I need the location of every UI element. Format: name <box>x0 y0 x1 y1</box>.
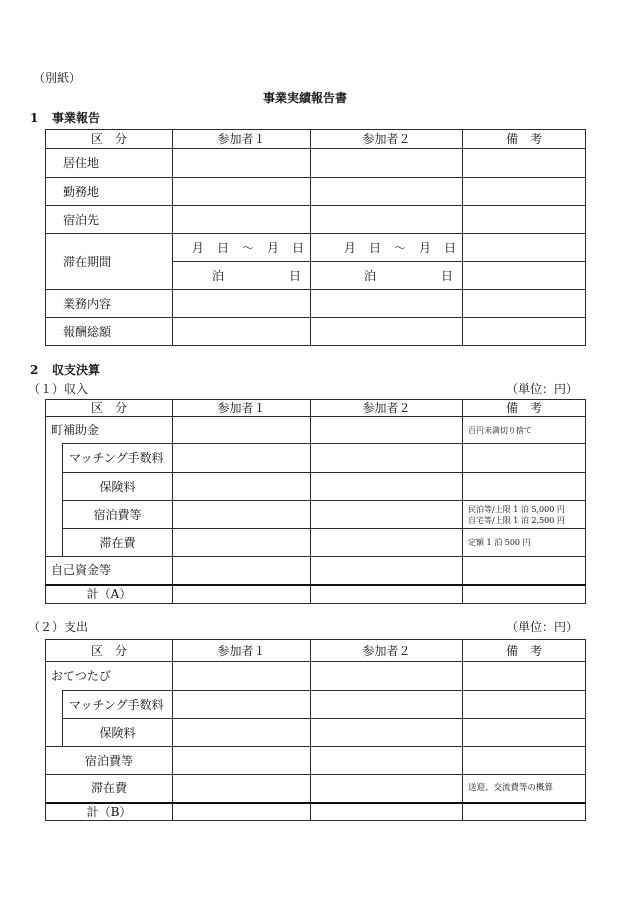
range-mark: ～ <box>241 240 254 255</box>
expense-p1-lodging-costs-cell <box>173 747 311 775</box>
expense-p2-stay-costs-cell <box>311 775 463 803</box>
income-label-matching-fee: マッチング手数料 <box>63 444 173 473</box>
expense-table <box>45 639 586 821</box>
period-date-range <box>173 241 310 255</box>
duration-fields <box>311 269 462 283</box>
report-p2-lodging-place-cell <box>311 206 463 234</box>
report-p1-work-content-cell <box>173 290 311 318</box>
report-label-workplace: 勤務地 <box>46 178 173 206</box>
section1-heading: 事業報告 <box>52 111 101 125</box>
expense-row-matching-fee <box>46 691 586 719</box>
income-p1-town-subsidy-cell <box>173 417 311 444</box>
income-p2-total-cell <box>311 585 463 604</box>
nights-label: 泊 <box>211 268 224 283</box>
report-p2-work-content-cell <box>311 290 463 318</box>
income-label-stay-costs: 滞在費 <box>63 529 173 557</box>
duration-fields <box>173 269 310 283</box>
income-header-participant2: 参加者２ <box>311 400 463 417</box>
expense-label-otetsutabi: おてつたび <box>46 662 173 691</box>
month-to-label: 月 <box>418 240 431 255</box>
report-remarks-period-cell <box>463 234 586 262</box>
range-mark: ～ <box>393 240 406 255</box>
income-p1-total-cell <box>173 585 311 604</box>
income-label-town-subsidy: 町補助金 <box>46 417 173 444</box>
expense-label-lodging-costs: 宿泊費等 <box>46 747 173 775</box>
section1-number: 1 <box>30 111 39 125</box>
report-p1-remuneration-cell <box>173 318 311 346</box>
report-row-total-remuneration <box>46 318 586 346</box>
expense-label-total: 計（B） <box>46 803 173 821</box>
report-row-workplace <box>46 178 586 206</box>
expense-remarks-insurance-cell <box>463 719 586 747</box>
report-table <box>45 129 586 346</box>
expense-header-category: 区 分 <box>46 640 173 662</box>
income-label-lodging-costs: 宿泊費等 <box>63 501 173 529</box>
report-label-lodging-place: 宿泊先 <box>46 206 173 234</box>
report-header-remarks: 備 考 <box>463 130 586 149</box>
income-indent-spacer <box>46 444 63 557</box>
income-p1-stay-costs-cell <box>173 529 311 557</box>
report-p2-duration-cell <box>311 262 463 290</box>
report-remarks-workplace-cell <box>463 178 586 206</box>
report-header-participant1: 参加者１ <box>173 130 311 149</box>
income-remarks-total-cell <box>463 585 586 604</box>
days-label: 日 <box>440 268 453 283</box>
income-p2-stay-costs-cell <box>311 529 463 557</box>
income-label-total: 計（A） <box>46 585 173 604</box>
expense-p1-matching-fee-cell <box>173 691 311 719</box>
report-label-residence: 居住地 <box>46 149 173 178</box>
income-row-total <box>46 585 586 604</box>
income-header-row <box>46 400 586 417</box>
expense-unit-label: （単位：円） <box>505 620 578 634</box>
day-from-label: 日 <box>216 240 229 255</box>
day-from-label: 日 <box>368 240 381 255</box>
income-note-lodging-line2: 自宅等/上限 1 泊 2,500 円 <box>468 515 565 525</box>
income-header-participant1: 参加者１ <box>173 400 311 417</box>
income-p1-insurance-cell <box>173 473 311 501</box>
income-p2-insurance-cell <box>311 473 463 501</box>
report-p2-remuneration-cell <box>311 318 463 346</box>
day-to-label: 日 <box>443 240 456 255</box>
income-p2-town-subsidy-cell <box>311 417 463 444</box>
expense-remarks-lodging-costs-cell <box>463 747 586 775</box>
income-p1-lodging-costs-cell <box>173 501 311 529</box>
expense-remarks-otetsutabi-cell <box>463 662 586 691</box>
expense-p2-otetsutabi-cell <box>311 662 463 691</box>
expense-p1-stay-costs-cell <box>173 775 311 803</box>
report-p1-workplace-cell <box>173 178 311 206</box>
income-row-own-funds <box>46 557 586 585</box>
report-remarks-remuneration-cell <box>463 318 586 346</box>
expense-label-matching-fee: マッチング手数料 <box>63 691 173 719</box>
expense-remarks-matching-fee-cell <box>463 691 586 719</box>
expense-header-remarks: 備 考 <box>463 640 586 662</box>
income-p2-lodging-costs-cell <box>311 501 463 529</box>
report-row-lodging-place <box>46 206 586 234</box>
income-label-own-funds: 自己資金等 <box>46 557 173 585</box>
document-title: 事業実績報告書 <box>262 91 347 105</box>
expense-header-participant2: 参加者２ <box>311 640 463 662</box>
report-label-work-content: 業務内容 <box>46 290 173 318</box>
expense-row-lodging-costs <box>46 747 586 775</box>
expense-row-stay-costs <box>46 775 586 803</box>
month-from-label: 月 <box>343 240 356 255</box>
income-row-matching-fee <box>46 444 586 473</box>
report-p2-residence-cell <box>311 149 463 178</box>
report-label-stay-period: 滞在期間 <box>46 234 173 290</box>
report-p2-workplace-cell <box>311 178 463 206</box>
report-header-category: 区 分 <box>46 130 173 149</box>
report-remarks-lodging-place-cell <box>463 206 586 234</box>
section2-number: 2 <box>30 363 39 377</box>
expense-label-stay-costs: 滞在費 <box>46 775 173 803</box>
annex-label: （別紙） <box>33 71 82 85</box>
report-remarks-work-content-cell <box>463 290 586 318</box>
income-row-lodging-costs <box>46 501 586 529</box>
report-row-stay-period-dates <box>46 234 586 262</box>
expense-row-otetsutabi <box>46 662 586 691</box>
income-p2-own-funds-cell <box>311 557 463 585</box>
expense-p2-insurance-cell <box>311 719 463 747</box>
income-note-lodging-line1: 民泊等/上限 1 泊 5,000 円 <box>468 504 565 514</box>
expense-row-insurance <box>46 719 586 747</box>
expense-label-insurance: 保険料 <box>63 719 173 747</box>
income-note-stay-costs: 定額 1 泊 500 円 <box>463 529 586 557</box>
income-table <box>45 399 586 604</box>
report-row-residence <box>46 149 586 178</box>
report-p2-period-cell <box>311 234 463 262</box>
expense-p2-total-cell <box>311 803 463 821</box>
period-date-range <box>311 241 462 255</box>
report-remarks-duration-cell <box>463 262 586 290</box>
expense-p2-lodging-costs-cell <box>311 747 463 775</box>
income-subheading: （１）収入 <box>28 382 89 396</box>
nights-label: 泊 <box>363 268 376 283</box>
income-label-insurance: 保険料 <box>63 473 173 501</box>
report-p1-duration-cell <box>173 262 311 290</box>
income-note-lodging-costs <box>463 501 586 529</box>
section2-heading: 収支決算 <box>52 363 101 377</box>
income-note-town-subsidy: 百円未満切り捨て <box>463 417 586 444</box>
expense-p2-matching-fee-cell <box>311 691 463 719</box>
expense-p1-insurance-cell <box>173 719 311 747</box>
income-unit-label: （単位：円） <box>505 382 578 396</box>
report-header-participant2: 参加者２ <box>311 130 463 149</box>
expense-note-stay-costs: 送迎、交流費等の概算 <box>463 775 586 803</box>
report-row-work-content <box>46 290 586 318</box>
month-to-label: 月 <box>266 240 279 255</box>
month-from-label: 月 <box>191 240 204 255</box>
expense-row-total <box>46 803 586 821</box>
income-p2-matching-fee-cell <box>311 444 463 473</box>
report-remarks-residence-cell <box>463 149 586 178</box>
expense-header-row <box>46 640 586 662</box>
income-row-insurance <box>46 473 586 501</box>
income-remarks-own-funds-cell <box>463 557 586 585</box>
expense-indent-spacer <box>46 691 63 747</box>
report-label-total-remuneration: 報酬総額 <box>46 318 173 346</box>
expense-subheading: （２）支出 <box>28 620 89 634</box>
income-header-remarks: 備 考 <box>463 400 586 417</box>
report-p1-residence-cell <box>173 149 311 178</box>
day-to-label: 日 <box>291 240 304 255</box>
report-p1-period-cell <box>173 234 311 262</box>
income-p1-own-funds-cell <box>173 557 311 585</box>
expense-remarks-total-cell <box>463 803 586 821</box>
income-remarks-matching-fee-cell <box>463 444 586 473</box>
report-header-row <box>46 130 586 149</box>
report-p1-lodging-place-cell <box>173 206 311 234</box>
income-remarks-insurance-cell <box>463 473 586 501</box>
days-label: 日 <box>288 268 301 283</box>
income-row-stay-costs <box>46 529 586 557</box>
income-header-category: 区 分 <box>46 400 173 417</box>
expense-p1-otetsutabi-cell <box>173 662 311 691</box>
income-row-town-subsidy <box>46 417 586 444</box>
income-p1-matching-fee-cell <box>173 444 311 473</box>
expense-p1-total-cell <box>173 803 311 821</box>
expense-header-participant1: 参加者１ <box>173 640 311 662</box>
